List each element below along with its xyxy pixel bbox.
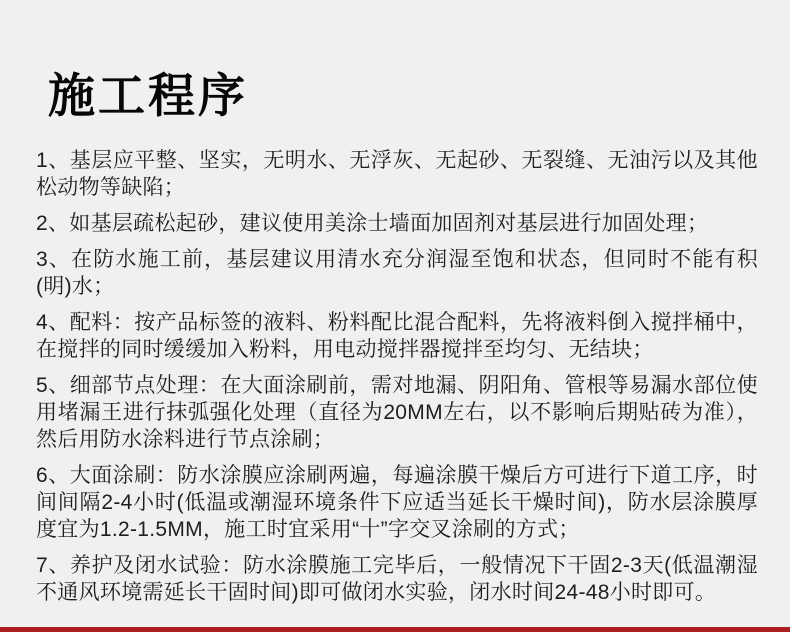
procedure-step-2: 2、如基层疏松起砂，建议使用美涂士墙面加固剂对基层进行加固处理； — [36, 212, 709, 235]
procedure-step-4: 4、配料：按产品标签的液料、粉料配比混合配料，先将液料倒入搅拌桶中，在搅拌的同时缓缓加入粉料，用电动搅拌器搅拌至均匀、无结块； — [36, 311, 758, 361]
procedure-step-5: 5、细部节点处理：在大面涂刷前，需对地漏、阴阳角、管根等易漏水部位使用堵漏王进行抹弧强化处理（直径为20MM左右，以不影响后期贴砖为准），然后用防水涂料进行节点涂刷； — [36, 374, 758, 451]
footer-accent-bar — [0, 627, 790, 632]
procedure-step-7: 7、养护及闭水试验：防水涂膜施工完毕后，一般情况下干固2-3天(低温潮湿不通风环境需延长干固时间)即可做闭水实验，闭水时间24-48小时即可。 — [36, 554, 758, 604]
procedure-list — [36, 147, 758, 615]
procedure-step-3: 3、在防水施工前，基层建议用清水充分润湿至饱和状态，但同时不能有积(明)水； — [36, 248, 758, 298]
page-title: 施工程序 — [48, 69, 248, 122]
procedure-step-6: 6、大面涂刷：防水涂膜应涂刷两遍，每遍涂膜干燥后方可进行下道工序，时间间隔2-4小时(低温或潮湿环境条件下应适当延长干燥时间)，防水层涂膜厚度宜为1.2-1.5MM，施工时宜采用“十”字交叉涂刷的方式； — [36, 464, 758, 541]
procedure-step-1: 1、基层应平整、坚实，无明水、无浮灰、无起砂、无裂缝、无油污以及其他松动物等缺陷； — [36, 149, 758, 199]
